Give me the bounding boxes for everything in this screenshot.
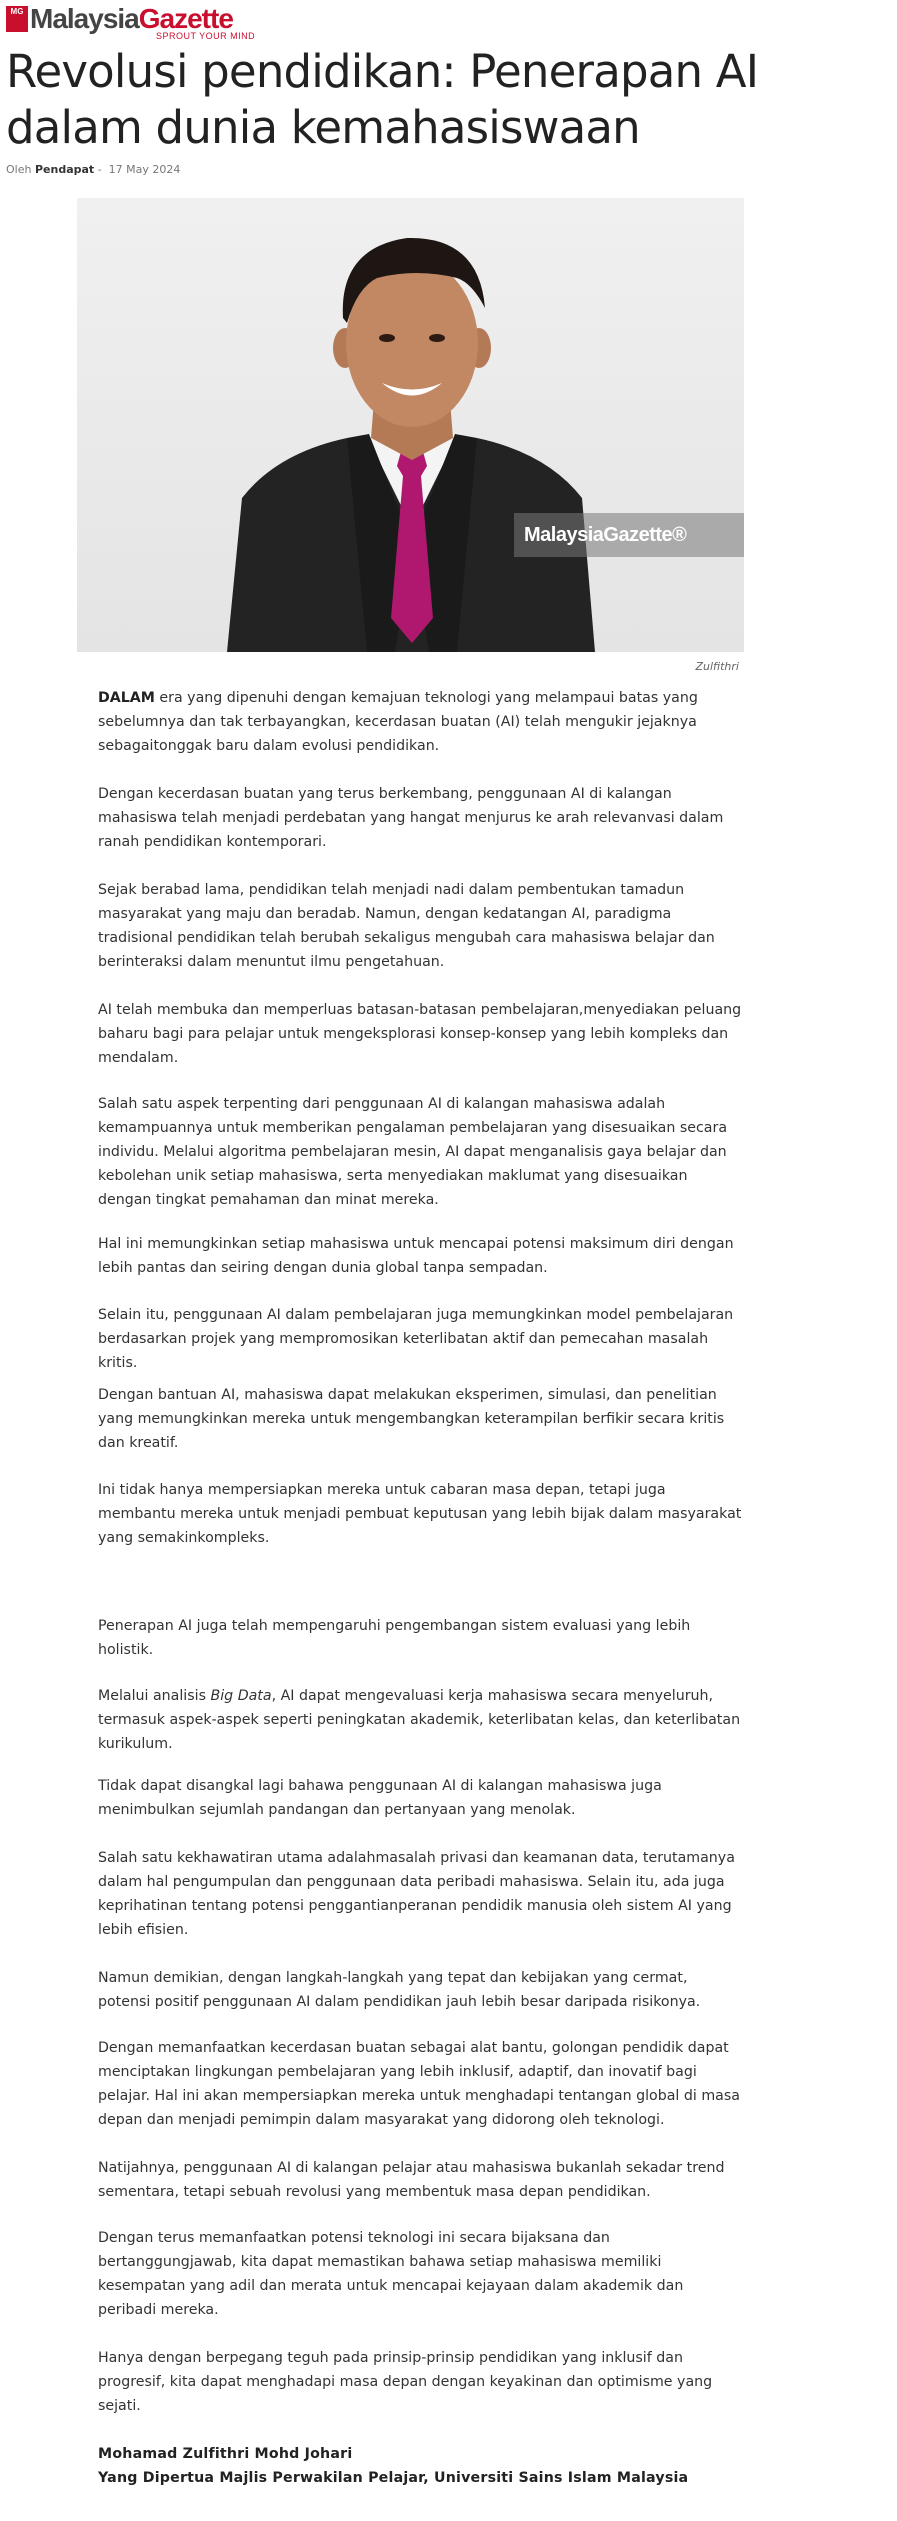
paragraph: AI telah membuka dan memperluas batasan-batasan pembelajaran,menyediakan peluang baharu bagi para pelajar untuk mengeksplorasi konsep-konsep yang lebih kompleks dan mendalam. bbox=[98, 1002, 742, 1066]
paragraph: Selain itu, penggunaan AI dalam pembelajaran juga memungkinkan model pembelajaran berdasarkan projek yang mempromosikan keterlibatan aktif dan pemecahan masalah kritis. bbox=[98, 1307, 734, 1371]
site-header bbox=[6, 4, 306, 40]
article-title: Revolusi pendidikan: Penerapan AI dalam dunia kemahasiswaan bbox=[6, 45, 759, 154]
paragraph: Natijahnya, penggunaan AI di kalangan pelajar atau mahasiswa bukanlah sekadar trend sementara, tetapi sebuah revolusi yang membentuk masa depan pendidikan. bbox=[98, 2160, 725, 2200]
paragraph: Ini tidak hanya mempersiapkan mereka untuk cabaran masa depan, tetapi juga membantu mereka untuk menjadi pembuat keputusan yang lebih bijak dalam masyarakat yang semakinkompleks. bbox=[98, 1482, 742, 1546]
paragraph: DALAM era yang dipenuhi dengan kemajuan teknologi yang melampaui batas yang sebelumnya dan tak terbayangkan, kecerdasan buatan (AI) telah mengukir jejaknya sebagaitonggak baru dalam evolusi pendidikan. bbox=[98, 690, 698, 754]
byline-separator: - bbox=[97, 163, 102, 176]
author-signature-name: Mohamad Zulfithri Mohd Johari bbox=[98, 2446, 353, 2462]
paragraph: Dengan bantuan AI, mahasiswa dapat melakukan eksperimen, simulasi, dan penelitian yang memungkinkan mereka untuk mengembangkan keterampilan berfikir secara kritis dan kreatif. bbox=[98, 1387, 725, 1451]
logo-icon[interactable] bbox=[6, 6, 28, 32]
image-watermark: MalaysiaGazette® bbox=[514, 513, 744, 557]
site-logo[interactable] bbox=[30, 4, 233, 34]
paragraph: Penerapan AI juga telah mempengaruhi pengembangan sistem evaluasi yang lebih holistik. bbox=[98, 1618, 691, 1658]
logo-name-part2: Gazette bbox=[138, 3, 233, 34]
paragraph: Hal ini memungkinkan setiap mahasiswa untuk mencapai potensi maksimum diri dengan lebih pantas dan seiring dengan dunia global tanpa sempadan. bbox=[98, 1236, 734, 1276]
paragraph: Dengan terus memanfaatkan potensi teknologi ini secara bijaksana dan bertanggungjawab, kita dapat memastikan bahawa setiap mahasiswa memiliki kesempatan yang adil dan merata untuk mencapai kejayaan dalam akademik dan peribadi mereka. bbox=[98, 2230, 684, 2318]
image-caption: Zulfithri bbox=[695, 660, 739, 673]
logo-mark-text: MG bbox=[10, 7, 24, 16]
emphasis: Big Data bbox=[210, 1688, 272, 1704]
lead-word: DALAM bbox=[98, 690, 155, 706]
logo-name-part1: Malaysia bbox=[30, 3, 139, 34]
paragraph: Salah satu kekhawatiran utama adalahmasalah privasi dan keamanan data, terutamanya dalam hal pengumpulan dan penggunaan data peribadi mahasiswa. Selain itu, ada juga keprihatinan tentang potensi penggantianperanan pendidik manusia oleh sistem AI yang lebih efisien. bbox=[98, 1850, 735, 1938]
article-date: 17 May 2024 bbox=[108, 163, 181, 176]
author-link[interactable]: Pendapat bbox=[34, 163, 95, 176]
site-tagline: SPROUT YOUR MIND bbox=[156, 31, 256, 41]
paragraph: Namun demikian, dengan langkah-langkah yang tepat dan kebijakan yang cermat, potensi positif penggunaan AI dalam pendidikan jauh lebih besar daripada risikonya. bbox=[98, 1970, 701, 2010]
paragraph: Melalui analisis Big Data, AI dapat mengevaluasi kerja mahasiswa secara menyeluruh, termasuk aspek-aspek seperti peningkatan akademik, keterlibatan kelas, dan keterlibatan kurikulum. bbox=[98, 1688, 741, 1752]
byline-prefix: Oleh bbox=[6, 163, 32, 176]
author-signature-title: Yang Dipertua Majlis Perwakilan Pelajar, Universiti Sains Islam Malaysia bbox=[98, 2470, 689, 2486]
paragraph: Dengan kecerdasan buatan yang terus berkembang, penggunaan AI di kalangan mahasiswa telah menjadi perdebatan yang hangat menjurus ke arah relevanvasi dalam ranah pendidikan kontemporari. bbox=[98, 786, 724, 850]
paragraph: Tidak dapat disangkal lagi bahawa penggunaan AI di kalangan mahasiswa juga menimbulkan sejumlah pandangan dan pertanyaan yang menolak. bbox=[98, 1778, 662, 1818]
paragraph: Dengan memanfaatkan kecerdasan buatan sebagai alat bantu, golongan pendidik dapat menciptakan lingkungan pembelajaran yang lebih inklusif, adaptif, dan inovatif bagi pelajar. Hal ini akan mempersiapkan mereka untuk menghadapi tentangan global di masa depan dan menjadi pemimpin dalam masyarakat yang didorong oleh teknologi. bbox=[98, 2040, 740, 2128]
portrait-illustration bbox=[77, 198, 744, 652]
article-byline bbox=[6, 163, 180, 176]
paragraph: Hanya dengan berpegang teguh pada prinsip-prinsip pendidikan yang inklusif dan progresif, kita dapat menghadapi masa depan dengan keyakinan dan optimisme yang sejati. bbox=[98, 2350, 713, 2414]
paragraph: Salah satu aspek terpenting dari penggunaan AI di kalangan mahasiswa adalah kemampuannya untuk memberikan pengalaman pembelajaran yang disesuaikan secara individu. Melalui algoritma pembelajaran mesin, AI dapat menganalisis gaya belajar dan kebolehan unik setiap mahasiswa, serta menyediakan maklumat yang disesuaikan dengan tingkat pemahaman dan minat mereka. bbox=[98, 1096, 728, 1208]
article-featured-image bbox=[77, 198, 744, 652]
paragraph: Sejak berabad lama, pendidikan telah menjadi nadi dalam pembentukan tamadun masyarakat yang maju dan beradab. Namun, dengan kedatangan AI, paradigma tradisional pendidikan telah berubah sekaligus mengubah cara mahasiswa belajar dan berinteraksi dalam menuntut ilmu pengetahuan. bbox=[98, 882, 715, 970]
